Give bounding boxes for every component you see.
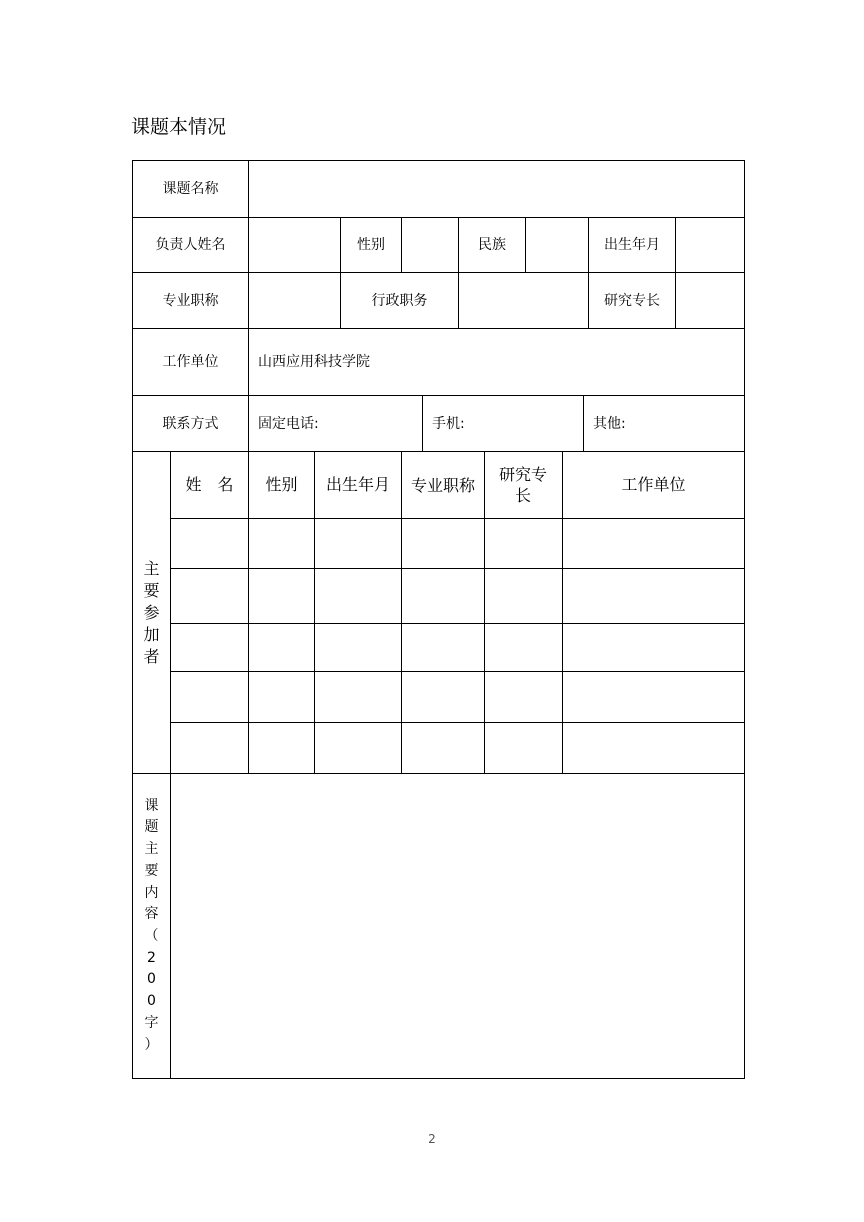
leader-ethnicity-field[interactable] [526, 218, 588, 272]
leader-gender-field[interactable] [402, 218, 458, 272]
other-contact-field[interactable]: 其他: [593, 415, 626, 432]
participants-header-specialty: 研究专长 [498, 465, 547, 505]
leader-birth-label: 出生年月 [604, 237, 660, 253]
phone-field[interactable]: 固定电话: [258, 415, 319, 432]
participants-row[interactable] [171, 624, 744, 671]
contact-label: 联系方式 [162, 415, 219, 432]
professional-title-field[interactable] [249, 273, 340, 328]
participants-row[interactable] [171, 723, 744, 773]
participants-header-gender: 性别 [265, 475, 298, 494]
participants-label: 主要参加者 [143, 558, 160, 666]
work-unit-value[interactable]: 山西应用科技学院 [258, 354, 370, 370]
research-specialty-label: 研究专长 [604, 292, 660, 309]
topic-name-label: 课题名称 [162, 181, 219, 197]
admin-post-field[interactable] [459, 273, 588, 328]
topic-content-label: 课题主要内容（200字） [144, 797, 159, 1053]
admin-post-label: 行政职务 [371, 292, 428, 309]
participants-row[interactable] [171, 672, 744, 722]
research-specialty-field[interactable] [676, 273, 744, 328]
participants-header-work-unit: 工作单位 [621, 475, 686, 494]
participants-header-name: 姓 名 [185, 475, 234, 494]
topic-name-field[interactable] [249, 161, 744, 217]
participants-row[interactable] [171, 519, 744, 568]
mobile-field[interactable]: 手机: [432, 415, 465, 432]
page-number: 2 [428, 1132, 436, 1146]
leader-gender-label: 性别 [357, 237, 385, 253]
leader-birth-field[interactable] [676, 218, 744, 272]
professional-title-label: 专业职称 [162, 292, 219, 309]
topic-content-field[interactable] [171, 774, 744, 1078]
participants-header-title: 专业职称 [410, 475, 475, 495]
participants-header-birth: 出生年月 [325, 475, 390, 494]
leader-ethnicity-label: 民族 [478, 237, 506, 253]
work-unit-label: 工作单位 [162, 354, 219, 370]
participants-row[interactable] [171, 569, 744, 623]
section-title: 课题本情况 [131, 116, 227, 138]
leader-name-field[interactable] [249, 218, 340, 272]
leader-name-label: 负责人姓名 [155, 237, 226, 253]
